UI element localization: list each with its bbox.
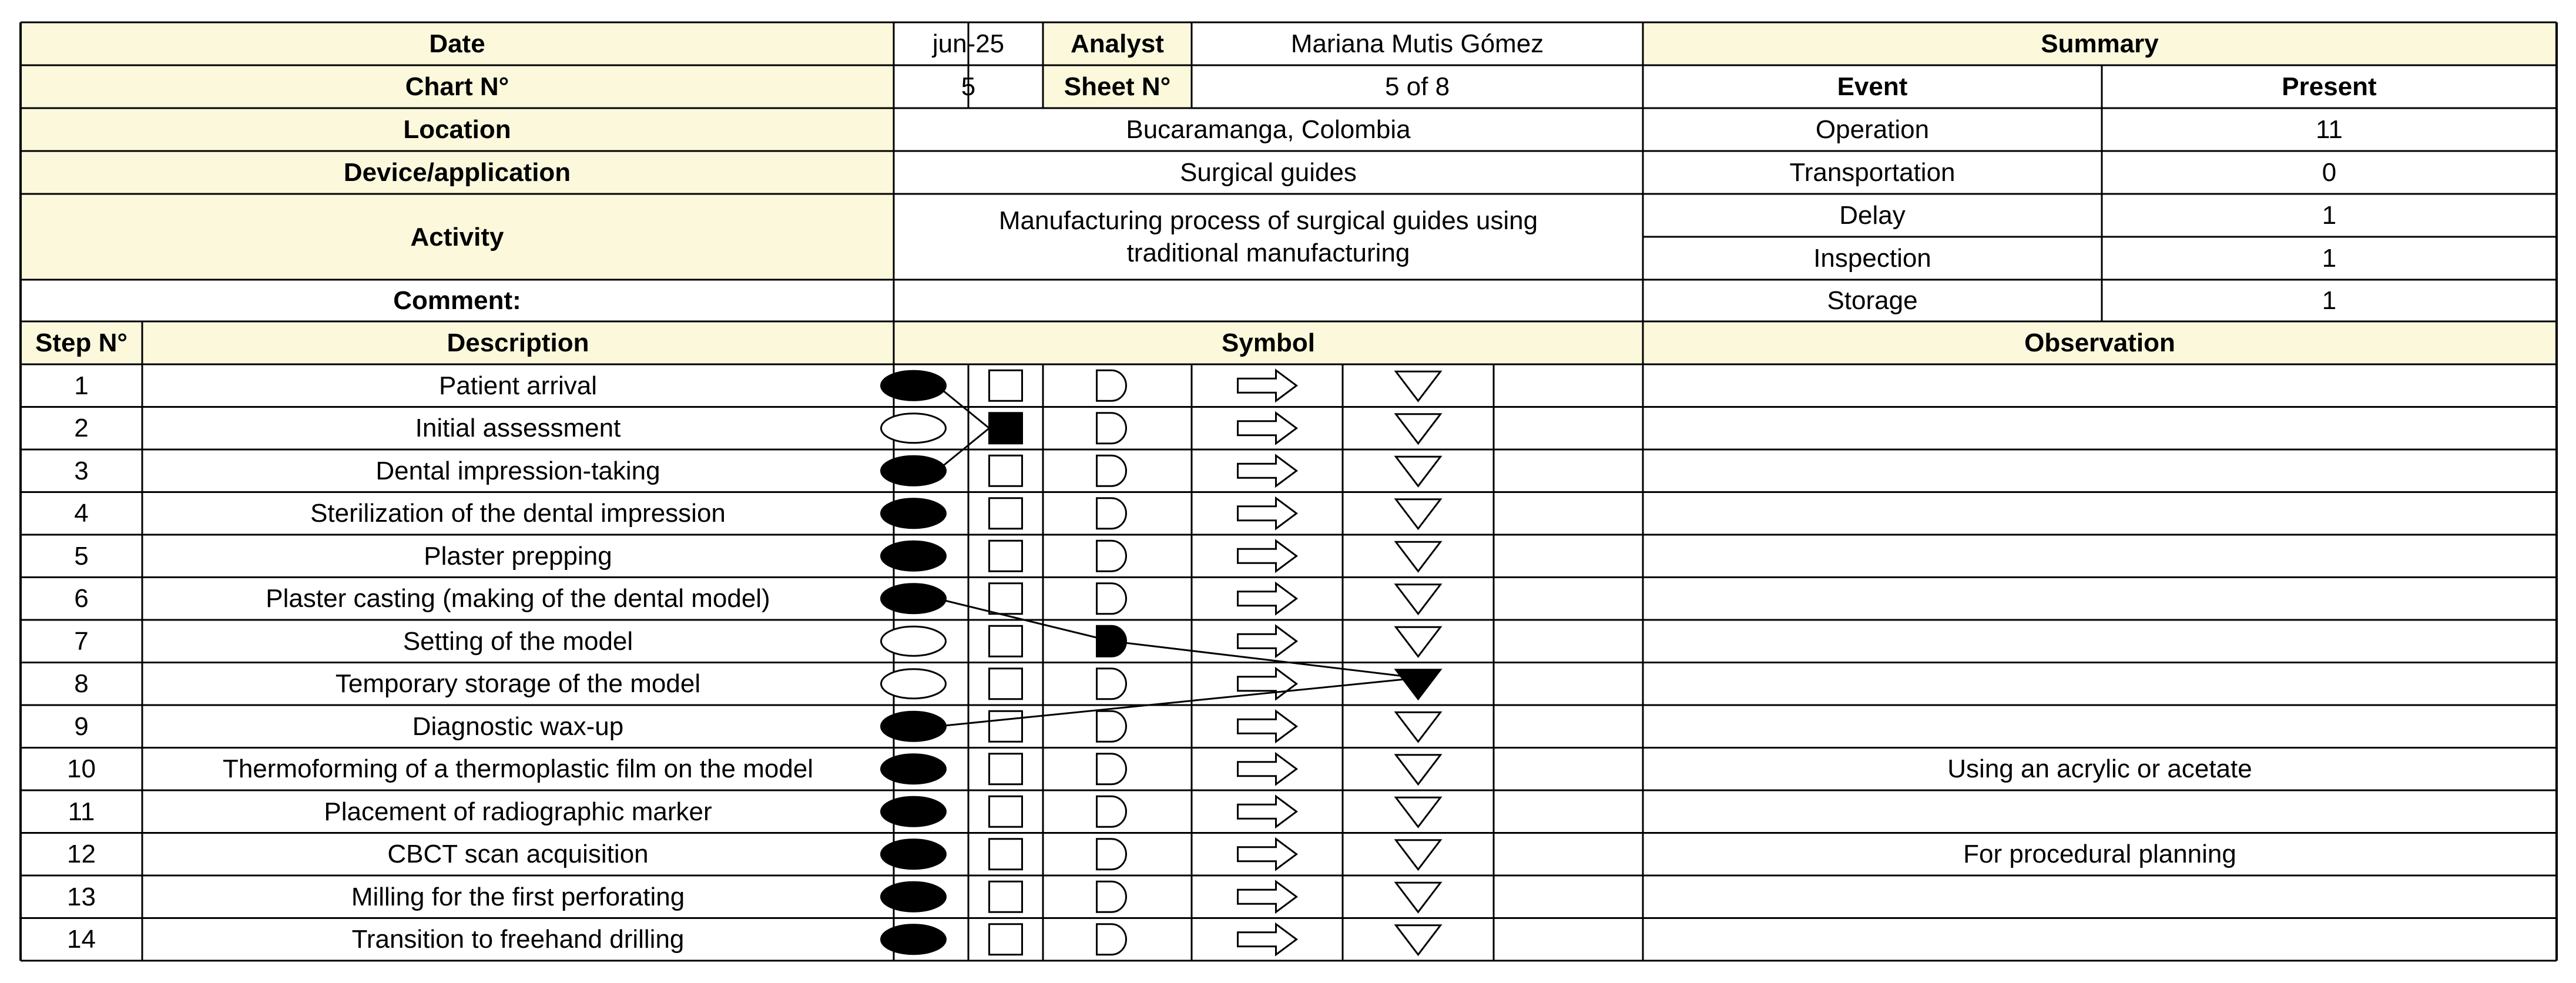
activity-label: Activity	[21, 194, 894, 280]
storage-triangle-icon	[1396, 499, 1441, 529]
location-value: Bucaramanga, Colombia	[1126, 115, 1411, 144]
storage-triangle-icon	[1396, 371, 1441, 401]
summary-title: Summary	[1643, 22, 2557, 65]
delay-d-icon	[1097, 796, 1126, 827]
symbol-header: Symbol	[894, 321, 1643, 364]
operation-ellipse-icon	[881, 797, 946, 826]
summary-present-5: 1	[2322, 286, 2337, 315]
operation-ellipse-icon	[881, 925, 946, 954]
operation-ellipse-icon	[881, 840, 946, 869]
step-description: Transition to freehand drilling	[351, 925, 685, 954]
summary-present-3: 1	[2322, 201, 2337, 230]
delay-d-icon	[1097, 839, 1126, 870]
step-number: 3	[74, 456, 89, 485]
storage-triangle-icon	[1396, 414, 1441, 444]
analyst-label: Analyst	[1043, 22, 1192, 65]
transport-arrow-icon	[1238, 796, 1297, 827]
device-label: Device/application	[21, 151, 894, 194]
step-number: 6	[74, 584, 89, 613]
step-number: 13	[67, 882, 96, 911]
step-number: 5	[74, 541, 89, 571]
transport-arrow-icon	[1238, 541, 1297, 571]
summary-event-4: Inspection	[1813, 244, 1931, 273]
step-description: Thermoforming of a thermoplastic film on the model	[222, 754, 814, 784]
delay-d-icon	[1097, 413, 1126, 444]
step-number: 7	[74, 626, 89, 656]
comment-label: Comment:	[393, 286, 521, 315]
summary-event-5: Storage	[1827, 286, 1918, 315]
summary-present-4: 1	[2322, 244, 2337, 273]
summary-event-3: Delay	[1839, 201, 1906, 230]
transport-arrow-icon	[1238, 754, 1297, 784]
inspection-square-icon	[990, 839, 1022, 870]
operation-ellipse-icon	[881, 754, 946, 784]
activity-value: Manufacturing process of surgical guides using traditional manufacturing	[998, 206, 1538, 267]
operation-ellipse-icon	[881, 626, 946, 656]
storage-triangle-icon	[1396, 755, 1441, 784]
inspection-square-icon	[990, 370, 1022, 401]
transport-arrow-icon	[1238, 881, 1297, 912]
step-description: Sterilization of the dental impression	[310, 499, 726, 528]
step-number: 9	[74, 712, 89, 741]
transport-arrow-icon	[1238, 370, 1297, 401]
delay-d-icon	[1097, 541, 1126, 571]
step-description: Plaster prepping	[424, 541, 612, 571]
storage-triangle-icon	[1396, 840, 1441, 870]
summary-present-2: 0	[2322, 158, 2337, 187]
step-description: Patient arrival	[438, 371, 597, 400]
operation-ellipse-icon	[881, 541, 946, 571]
step-description: CBCT scan acquisition	[387, 840, 649, 869]
delay-d-icon	[1097, 498, 1126, 529]
operation-ellipse-icon	[881, 669, 946, 699]
summary-present-1: 11	[2316, 115, 2343, 144]
step-description: Milling for the first perforating	[351, 882, 685, 911]
description-header: Description	[142, 321, 894, 364]
delay-d-icon	[1097, 370, 1126, 401]
step-number: 8	[74, 669, 89, 699]
storage-triangle-icon	[1396, 883, 1441, 912]
step-header: Step N°	[21, 321, 142, 364]
transport-arrow-icon	[1238, 413, 1297, 444]
date-value: jun-25	[932, 29, 1005, 58]
step-number: 1	[74, 371, 89, 400]
step-observation: For procedural planning	[1963, 840, 2236, 869]
delay-d-icon	[1097, 881, 1126, 912]
summary-event-1: Operation	[1815, 115, 1930, 144]
summary-event-header: Event	[1837, 72, 1908, 101]
storage-triangle-icon	[1396, 585, 1441, 614]
storage-triangle-icon	[1396, 457, 1441, 486]
step-number: 11	[68, 797, 95, 826]
delay-d-icon	[1097, 583, 1126, 614]
sheet-value: 5 of 8	[1384, 72, 1450, 101]
step-description: Dental impression-taking	[375, 456, 660, 485]
storage-triangle-icon	[1396, 627, 1441, 656]
transport-arrow-icon	[1238, 583, 1297, 614]
inspection-square-icon	[990, 796, 1022, 827]
inspection-square-icon	[990, 881, 1022, 912]
delay-d-icon	[1097, 754, 1126, 784]
transport-arrow-icon	[1238, 839, 1297, 870]
operation-ellipse-icon	[881, 371, 946, 400]
inspection-square-icon	[990, 924, 1022, 955]
chart-label: Chart N°	[21, 65, 894, 108]
step-description: Placement of radiographic marker	[324, 797, 712, 826]
device-value: Surgical guides	[1180, 158, 1357, 187]
operation-ellipse-icon	[881, 499, 946, 528]
transport-arrow-icon	[1238, 626, 1297, 656]
inspection-square-icon	[990, 626, 1022, 656]
date-label: Date	[21, 22, 894, 65]
step-number: 14	[67, 925, 96, 954]
storage-triangle-icon	[1396, 925, 1441, 955]
step-number: 4	[74, 499, 89, 528]
storage-triangle-icon	[1396, 670, 1441, 699]
inspection-square-icon	[990, 669, 1022, 699]
sheet-label: Sheet N°	[1043, 65, 1192, 108]
storage-triangle-icon	[1396, 542, 1441, 571]
inspection-square-icon	[990, 754, 1022, 784]
step-observation: Using an acrylic or acetate	[1947, 754, 2252, 784]
summary-event-2: Transportation	[1789, 158, 1956, 187]
transport-arrow-icon	[1238, 924, 1297, 955]
delay-d-icon	[1097, 924, 1126, 955]
transport-arrow-icon	[1238, 711, 1297, 742]
inspection-square-icon	[990, 455, 1022, 486]
inspection-square-icon	[990, 541, 1022, 571]
inspection-square-icon	[990, 711, 1022, 742]
chart-value: 5	[961, 72, 976, 101]
delay-d-icon	[1097, 711, 1126, 742]
delay-d-icon	[1097, 669, 1126, 699]
delay-d-icon	[1097, 455, 1126, 486]
step-description: Temporary storage of the model	[335, 669, 701, 699]
transport-arrow-icon	[1238, 455, 1297, 486]
location-label: Location	[21, 108, 894, 151]
summary-present-header: Present	[2282, 72, 2377, 101]
analyst-value: Mariana Mutis Gómez	[1290, 29, 1544, 58]
inspection-square-icon	[990, 583, 1022, 614]
operation-ellipse-icon	[881, 712, 946, 741]
step-description: Initial assessment	[415, 414, 621, 443]
step-number: 12	[67, 840, 96, 869]
step-number: 10	[67, 754, 96, 784]
step-description: Plaster casting (making of the dental model)	[266, 584, 770, 613]
observation-header: Observation	[1643, 321, 2557, 364]
operation-ellipse-icon	[881, 456, 946, 485]
operation-ellipse-icon	[881, 584, 946, 613]
operation-ellipse-icon	[881, 414, 946, 443]
step-description: Diagnostic wax-up	[412, 712, 624, 741]
step-description: Setting of the model	[402, 626, 633, 656]
transport-arrow-icon	[1238, 498, 1297, 529]
storage-triangle-icon	[1396, 712, 1441, 742]
step-number: 2	[74, 414, 89, 443]
inspection-square-icon	[990, 498, 1022, 529]
inspection-square-icon	[990, 413, 1022, 444]
storage-triangle-icon	[1396, 797, 1441, 827]
operation-ellipse-icon	[881, 882, 946, 911]
